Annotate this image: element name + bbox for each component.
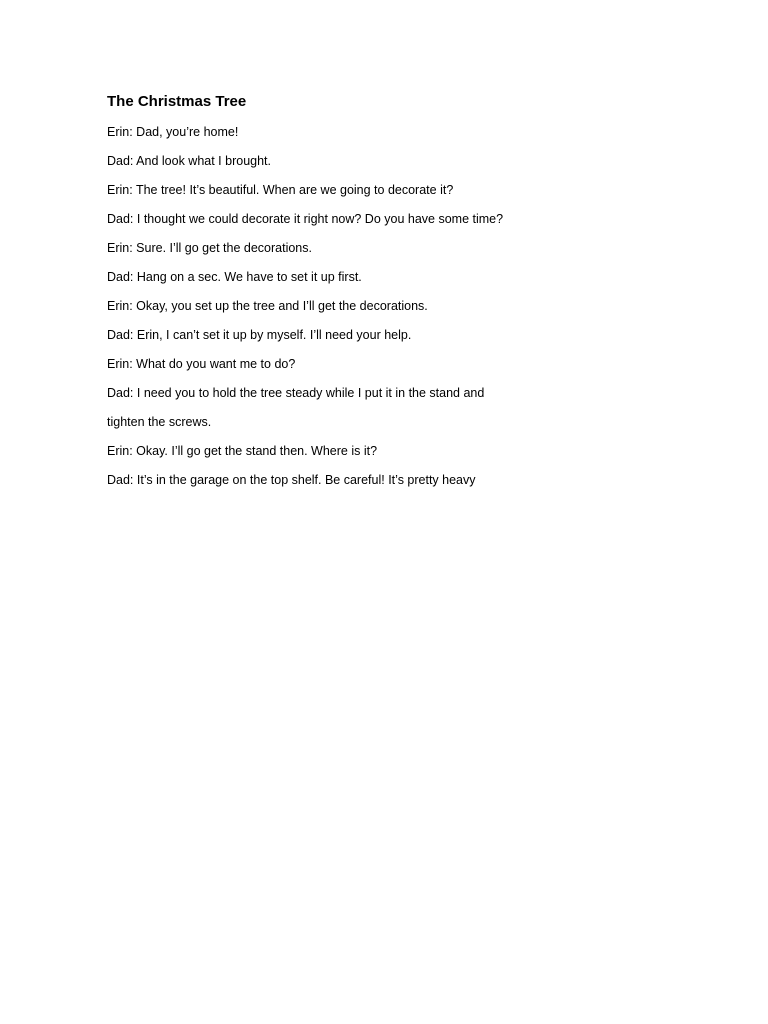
dialogue-line: Dad: I need you to hold the tree steady while I put it in the stand and xyxy=(107,386,485,400)
dialogue-line: Dad: It’s in the garage on the top shelf. Be careful! It’s pretty heavy xyxy=(107,473,476,487)
dialogue-line: Dad: I thought we could decorate it right now? Do you have some time? xyxy=(107,212,504,226)
dialogue-line: Erin: Okay. I’ll go get the stand then. Where is it? xyxy=(107,444,378,458)
dialogue-line: Dad: And look what I brought. xyxy=(107,154,271,168)
dialogue-line: Dad: Hang on a sec. We have to set it up first. xyxy=(107,270,362,284)
dialogue-line: tighten the screws. xyxy=(107,415,212,429)
document-title: The Christmas Tree xyxy=(107,93,247,110)
dialogue-line: Erin: Sure. I’ll go get the decorations. xyxy=(107,241,312,255)
dialogue-line: Erin: The tree! It’s beautiful. When are we going to decorate it? xyxy=(107,183,454,197)
document-body xyxy=(107,92,667,501)
dialogue-line: Erin: Okay, you set up the tree and I’ll get the decorations. xyxy=(107,299,428,313)
dialogue-line: Erin: What do you want me to do? xyxy=(107,357,296,371)
dialogue-line: Erin: Dad, you’re home! xyxy=(107,125,239,139)
dialogue-line: Dad: Erin, I can’t set it up by myself. I’ll need your help. xyxy=(107,328,412,342)
